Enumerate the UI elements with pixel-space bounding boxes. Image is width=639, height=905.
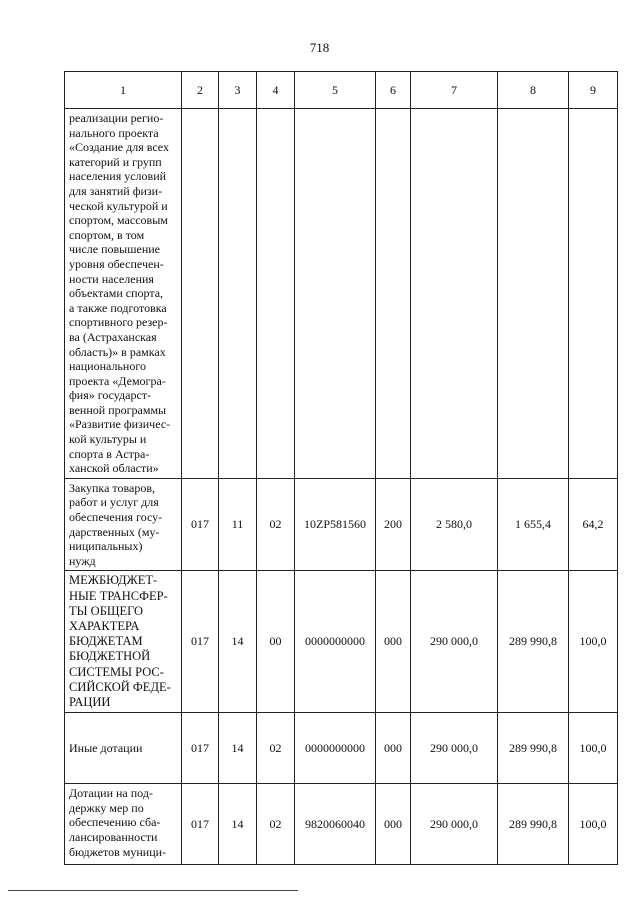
header-cell: 9	[569, 72, 618, 109]
target-article-cell: 10ZP581560	[295, 478, 376, 571]
row-name-cell: Дотации на под- держку мер по обеспечению сба- лансированности бюджетов муници-	[65, 784, 182, 865]
planned-amount-cell: 2 580,0	[411, 478, 498, 571]
target-article-cell: 9820060040	[295, 784, 376, 865]
code-cell: 017	[182, 713, 219, 784]
row-name-cell: реализации регио- нального проекта «Создание для всех категорий и групп населения условий для занятий физи- ческой культурой и спортом, массовым спортом, в том числе повышение уровня обеспечен- ности населения объектами спорта, а также подготовка спортивного резер- ва (Астраханская область)» в рамках национального проекта «Демогра- фия» государст- венной программы «Развитие физичес- кой культуры и спорта в Астра- ханской области»	[65, 109, 182, 479]
table-row	[65, 571, 618, 713]
planned-amount-cell: 290 000,0	[411, 571, 498, 713]
subsection-cell: 00	[257, 571, 295, 713]
header-row	[65, 72, 618, 109]
table-row	[65, 713, 618, 784]
section-cell: 11	[219, 478, 257, 571]
percent-cell: 64,2	[569, 478, 618, 571]
code-cell: 017	[182, 478, 219, 571]
executed-amount-cell	[498, 109, 569, 479]
section-cell: 14	[219, 713, 257, 784]
expense-type-cell: 000	[376, 571, 411, 713]
expense-type-cell	[376, 109, 411, 479]
code-cell: 017	[182, 571, 219, 713]
row-name-cell: Закупка товаров, работ и услуг для обеспечения госу- дарственных (му- ниципальных) нужд	[65, 478, 182, 571]
row-name-cell: МЕЖБЮДЖЕТ- НЫЕ ТРАНСФЕР- ТЫ ОБЩЕГО ХАРАКТЕРА БЮДЖЕТАМ БЮДЖЕТНОЙ СИСТЕМЫ РОС- СИЙСКОЙ ФЕДЕ- РАЦИИ	[65, 571, 182, 713]
subsection-cell: 02	[257, 713, 295, 784]
budget-table	[64, 71, 618, 865]
executed-amount-cell: 289 990,8	[498, 571, 569, 713]
header-cell: 7	[411, 72, 498, 109]
header-cell: 2	[182, 72, 219, 109]
subsection-cell	[257, 109, 295, 479]
header-cell: 4	[257, 72, 295, 109]
target-article-cell: 0000000000	[295, 713, 376, 784]
page-number: 718	[309, 40, 330, 55]
expense-type-cell: 000	[376, 713, 411, 784]
planned-amount-cell: 290 000,0	[411, 784, 498, 865]
footer-divider	[8, 890, 298, 891]
percent-cell: 100,0	[569, 571, 618, 713]
percent-cell: 100,0	[569, 784, 618, 865]
row-name-cell: Иные дотации	[65, 713, 182, 784]
planned-amount-cell	[411, 109, 498, 479]
percent-cell: 100,0	[569, 713, 618, 784]
code-cell: 017	[182, 784, 219, 865]
executed-amount-cell: 1 655,4	[498, 478, 569, 571]
header-cell: 8	[498, 72, 569, 109]
header-cell: 6	[376, 72, 411, 109]
percent-cell	[569, 109, 618, 479]
section-cell: 14	[219, 571, 257, 713]
subsection-cell: 02	[257, 478, 295, 571]
code-cell	[182, 109, 219, 479]
section-cell	[219, 109, 257, 479]
subsection-cell: 02	[257, 784, 295, 865]
expense-type-cell: 000	[376, 784, 411, 865]
header-cell: 1	[65, 72, 182, 109]
table-row	[65, 109, 618, 479]
executed-amount-cell: 289 990,8	[498, 784, 569, 865]
section-cell: 14	[219, 784, 257, 865]
target-article-cell: 0000000000	[295, 571, 376, 713]
header-cell: 3	[219, 72, 257, 109]
table-row	[65, 784, 618, 865]
planned-amount-cell: 290 000,0	[411, 713, 498, 784]
expense-type-cell: 200	[376, 478, 411, 571]
target-article-cell	[295, 109, 376, 479]
executed-amount-cell: 289 990,8	[498, 713, 569, 784]
header-cell: 5	[295, 72, 376, 109]
table-row	[65, 478, 618, 571]
